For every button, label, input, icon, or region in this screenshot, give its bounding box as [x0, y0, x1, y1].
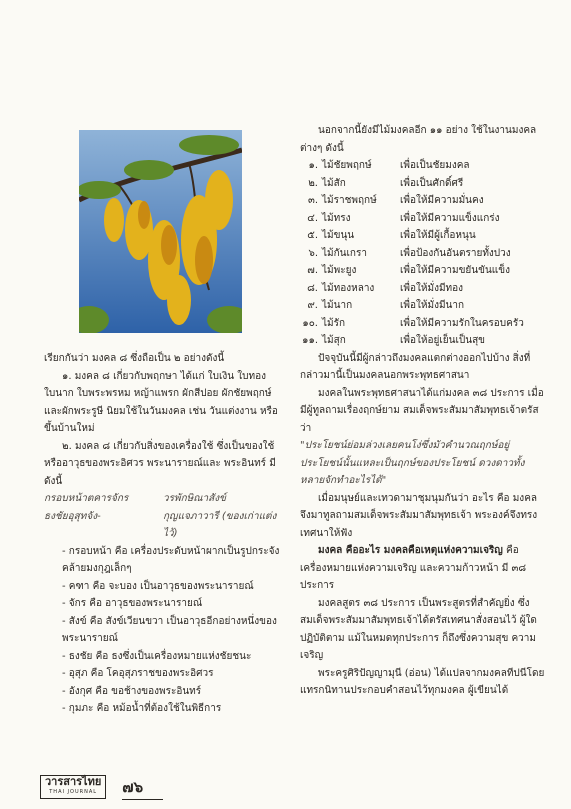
tree-number: ๑๑. — [302, 335, 318, 346]
tree-meaning: เพื่อให้มั่งมีนาก — [400, 300, 465, 311]
list-item: - คฑา คือ จะบอง เป็นอาวุธของพระนารายณ์ — [62, 580, 254, 592]
table-row — [300, 332, 548, 350]
table-row — [300, 210, 548, 228]
journal-logo — [40, 775, 106, 799]
buddhist-auspices-paragraph: มงคลในพระพุทธศาสนาได้แก่มงคล ๓๘ ประการ เมื่อมีผู้ทูลถามเรื่องฤกษ์ยาม สมเด็จพระสัมมาสัมพุทธเจ้าตรัสว่า — [300, 387, 544, 434]
table-row — [300, 245, 548, 263]
list-item: - กรอบหน้า คือ เครื่องประดับหน้าผากเป็นรูปกระจังคล้ายมงกุฎเล็กๆ — [62, 545, 280, 574]
tree-meaning: เพื่อให้มีความขยันขันแข็ง — [400, 265, 510, 276]
verse-2b: กุญแจภาวารี (ของเก่าแต่งไว้) — [163, 510, 277, 539]
tree-number: ๒. — [308, 177, 318, 189]
table-row — [300, 315, 548, 333]
tree-illustration — [79, 130, 242, 333]
golden-shower-tree-photo — [79, 130, 242, 333]
tree-name: ไม้กันเกรา — [322, 247, 367, 259]
auspicious-objects-paragraph: ๒. มงคล ๘ เกี่ยวกับสิ่งของเครื่องใช้ ซึ่งเป็นของใช้หรืออาวุธของพระอิศวร พระนารายณ์และ พระอินทร์ มีดังนี้ — [44, 440, 276, 487]
tree-number: ๑. — [308, 160, 318, 171]
tree-meaning: เพื่อให้มีความมั่นคง — [400, 195, 484, 206]
verse-line-2 — [44, 508, 282, 543]
tree-name: ไม้สัก — [322, 177, 346, 189]
tree-meaning: เพื่อให้อยู่เย็นเป็นสุข — [400, 335, 486, 346]
translator-paragraph: พระครูศิริปัญญามุนี (อ่อน) ได้แปลจากมงคลทีปนีโดยแทรกนิทานประกอบคำสอนไว้ทุกมงคล ผู้เขียนได้ — [300, 667, 545, 696]
auspicious-trees-list — [300, 157, 548, 350]
list-item: - กุมภะ คือ หม้อน้ำที่ต้องใช้ในพิธีการ — [62, 703, 222, 714]
left-column — [44, 350, 282, 718]
tree-meaning: เพื่อเป็นศักดิ์ศรี — [400, 177, 464, 189]
tree-number: ๖. — [308, 247, 318, 259]
page-footer — [40, 775, 163, 799]
tree-number: ๙. — [307, 300, 318, 311]
table-row — [300, 262, 548, 280]
tree-name: ไม้รัก — [322, 317, 346, 329]
mangala-sutta-paragraph: มงคลสูตร ๓๘ ประการ เป็นพระสูตรที่สำคัญยิ่ง ซึ่งสมเด็จพระสัมมาสัมพุทธเจ้าได้ตรัสเทศนาสั่งสอนไว้ ผู้ใดปฏิบัติตาม แม้ในหมดทุกประการ ก็ถึงซึ่งความสุข ความเจริญ — [300, 597, 537, 661]
definition-paragraph — [300, 542, 548, 595]
page-number: ๗๖ — [122, 775, 163, 800]
tree-number: ๑๐. — [302, 317, 318, 329]
verse-1a: กรอบหน้าตคารจักร — [44, 493, 129, 504]
tree-meaning: เพื่อให้มั่งมีทอง — [400, 282, 464, 294]
tree-name: ไม้ชัยพฤกษ์ — [322, 160, 372, 171]
tree-name: ไม้ราชพฤกษ์ — [322, 195, 377, 206]
left-intro: เรียกกันว่า มงคล ๘ ซึ่งถือเป็น ๒ อย่างดังนี้ — [44, 353, 225, 364]
verse-2a: ธงชัยอุสุทจัง- — [44, 510, 101, 522]
tree-meaning: เพื่อให้มีผู้เกื้อหนุน — [400, 230, 476, 241]
tree-name: ไม้ทองหลาง — [322, 282, 375, 294]
tree-name: ไม้ทรง — [322, 212, 351, 224]
right-intro: นอกจากนี้ยังมีไม้มงคลอีก ๑๑ อย่าง ใช้ในงานมงคลต่างๆ ดังนี้ — [300, 125, 537, 154]
table-row — [300, 175, 548, 193]
list-item: - ธงชัย คือ ธงซึ่งเป็นเครื่องหมายแห่งชัยชนะ — [62, 650, 252, 662]
logo-subtitle: THAI JOURNAL — [49, 789, 98, 795]
tree-meaning: เพื่อป้องกันอันตรายทั้งปวง — [400, 247, 511, 259]
table-row — [300, 157, 548, 175]
definition-text: คือ เครื่องหมายแห่งความเจริญ และความก้าวหน้า มี ๓๘ ประการ — [300, 545, 527, 591]
tree-meaning: เพื่อให้มีความรักในครอบครัว — [400, 317, 524, 329]
table-row — [300, 227, 548, 245]
tree-name: ไม้ขนุน — [322, 230, 355, 241]
auspicious-plants-paragraph: ๑. มงคล ๘ เกี่ยวกับพฤกษา ได้แก่ ใบเงิน ใบทอง ใบนาก ใบพระพรหม หญ้าแพรก ผักสีปอย ผักชัยพฤกษ์ และผักพระรูษี นิยมใช้ในวันมงคล เช่น วันแต่งงาน หรือขึ้นบ้านใหม่ — [44, 370, 278, 434]
tree-number: ๓. — [307, 195, 318, 206]
list-item: - อุสุภ คือ โคอุสุภราชของพระอิศวร — [62, 668, 214, 679]
tree-name: ไม้พะยูง — [322, 265, 357, 276]
verse-line-1 — [44, 490, 282, 508]
tree-name: ไม้สุก — [322, 335, 346, 346]
table-row — [300, 297, 548, 315]
table-row — [300, 280, 548, 298]
tree-number: ๕. — [307, 230, 318, 241]
tree-number: ๗. — [307, 265, 318, 276]
tree-name: ไม้นาก — [322, 300, 353, 311]
logo-title: วารสารไทย — [45, 775, 102, 788]
right-column — [300, 122, 548, 700]
list-item: - จักร คือ อาวุธของพระนารายณ์ — [62, 598, 203, 609]
list-item: - อังกุศ คือ ขอช้างของพระอินทร์ — [62, 685, 202, 697]
tree-number: ๔. — [307, 212, 318, 224]
list-item: - สังข์ คือ สังข์เวียนขวา เป็นอาวุธอีกอย่างหนึ่งของพระนารายณ์ — [62, 615, 277, 644]
tree-number: ๘. — [307, 282, 318, 294]
definition-heading: มงคล คืออะไร มงคลคือเหตุแห่งความเจริญ — [318, 545, 503, 556]
table-row — [300, 192, 548, 210]
present-day-paragraph: ปัจจุบันนี้มีผู้กล่าวถึงมงคลแตกต่างออกไปบ้าง สิ่งที่กล่าวมานี้เป็นมงคลนอกพระพุทธศาสนา — [300, 352, 531, 381]
tree-meaning: เพื่อให้มีความแข็งแกร่ง — [400, 212, 500, 224]
assembly-paragraph: เมื่อมนุษย์และเทวดามาชุมนุมกันว่า อะไร คือ มงคล จึงมาทูลถามสมเด็จพระสัมมาสัมพุทธเจ้า พระองค์จึงทรงเทศนาให้ฟัง — [300, 492, 538, 539]
verse-1b: วรพักษิณาสังข์ — [163, 493, 226, 504]
tree-meaning: เพื่อเป็นชัยมงคล — [400, 160, 470, 171]
buddha-quote: "ประโยชน์ย่อมล่วงเลยคนโง่ซึ่งมัวคำนวณฤกษ์อยู่ ประโยชน์นั้นแหละเป็นฤกษ์ของประโยชน์ ดวงดาวทั้งหลายจักทำอะไรได้" — [300, 440, 525, 486]
